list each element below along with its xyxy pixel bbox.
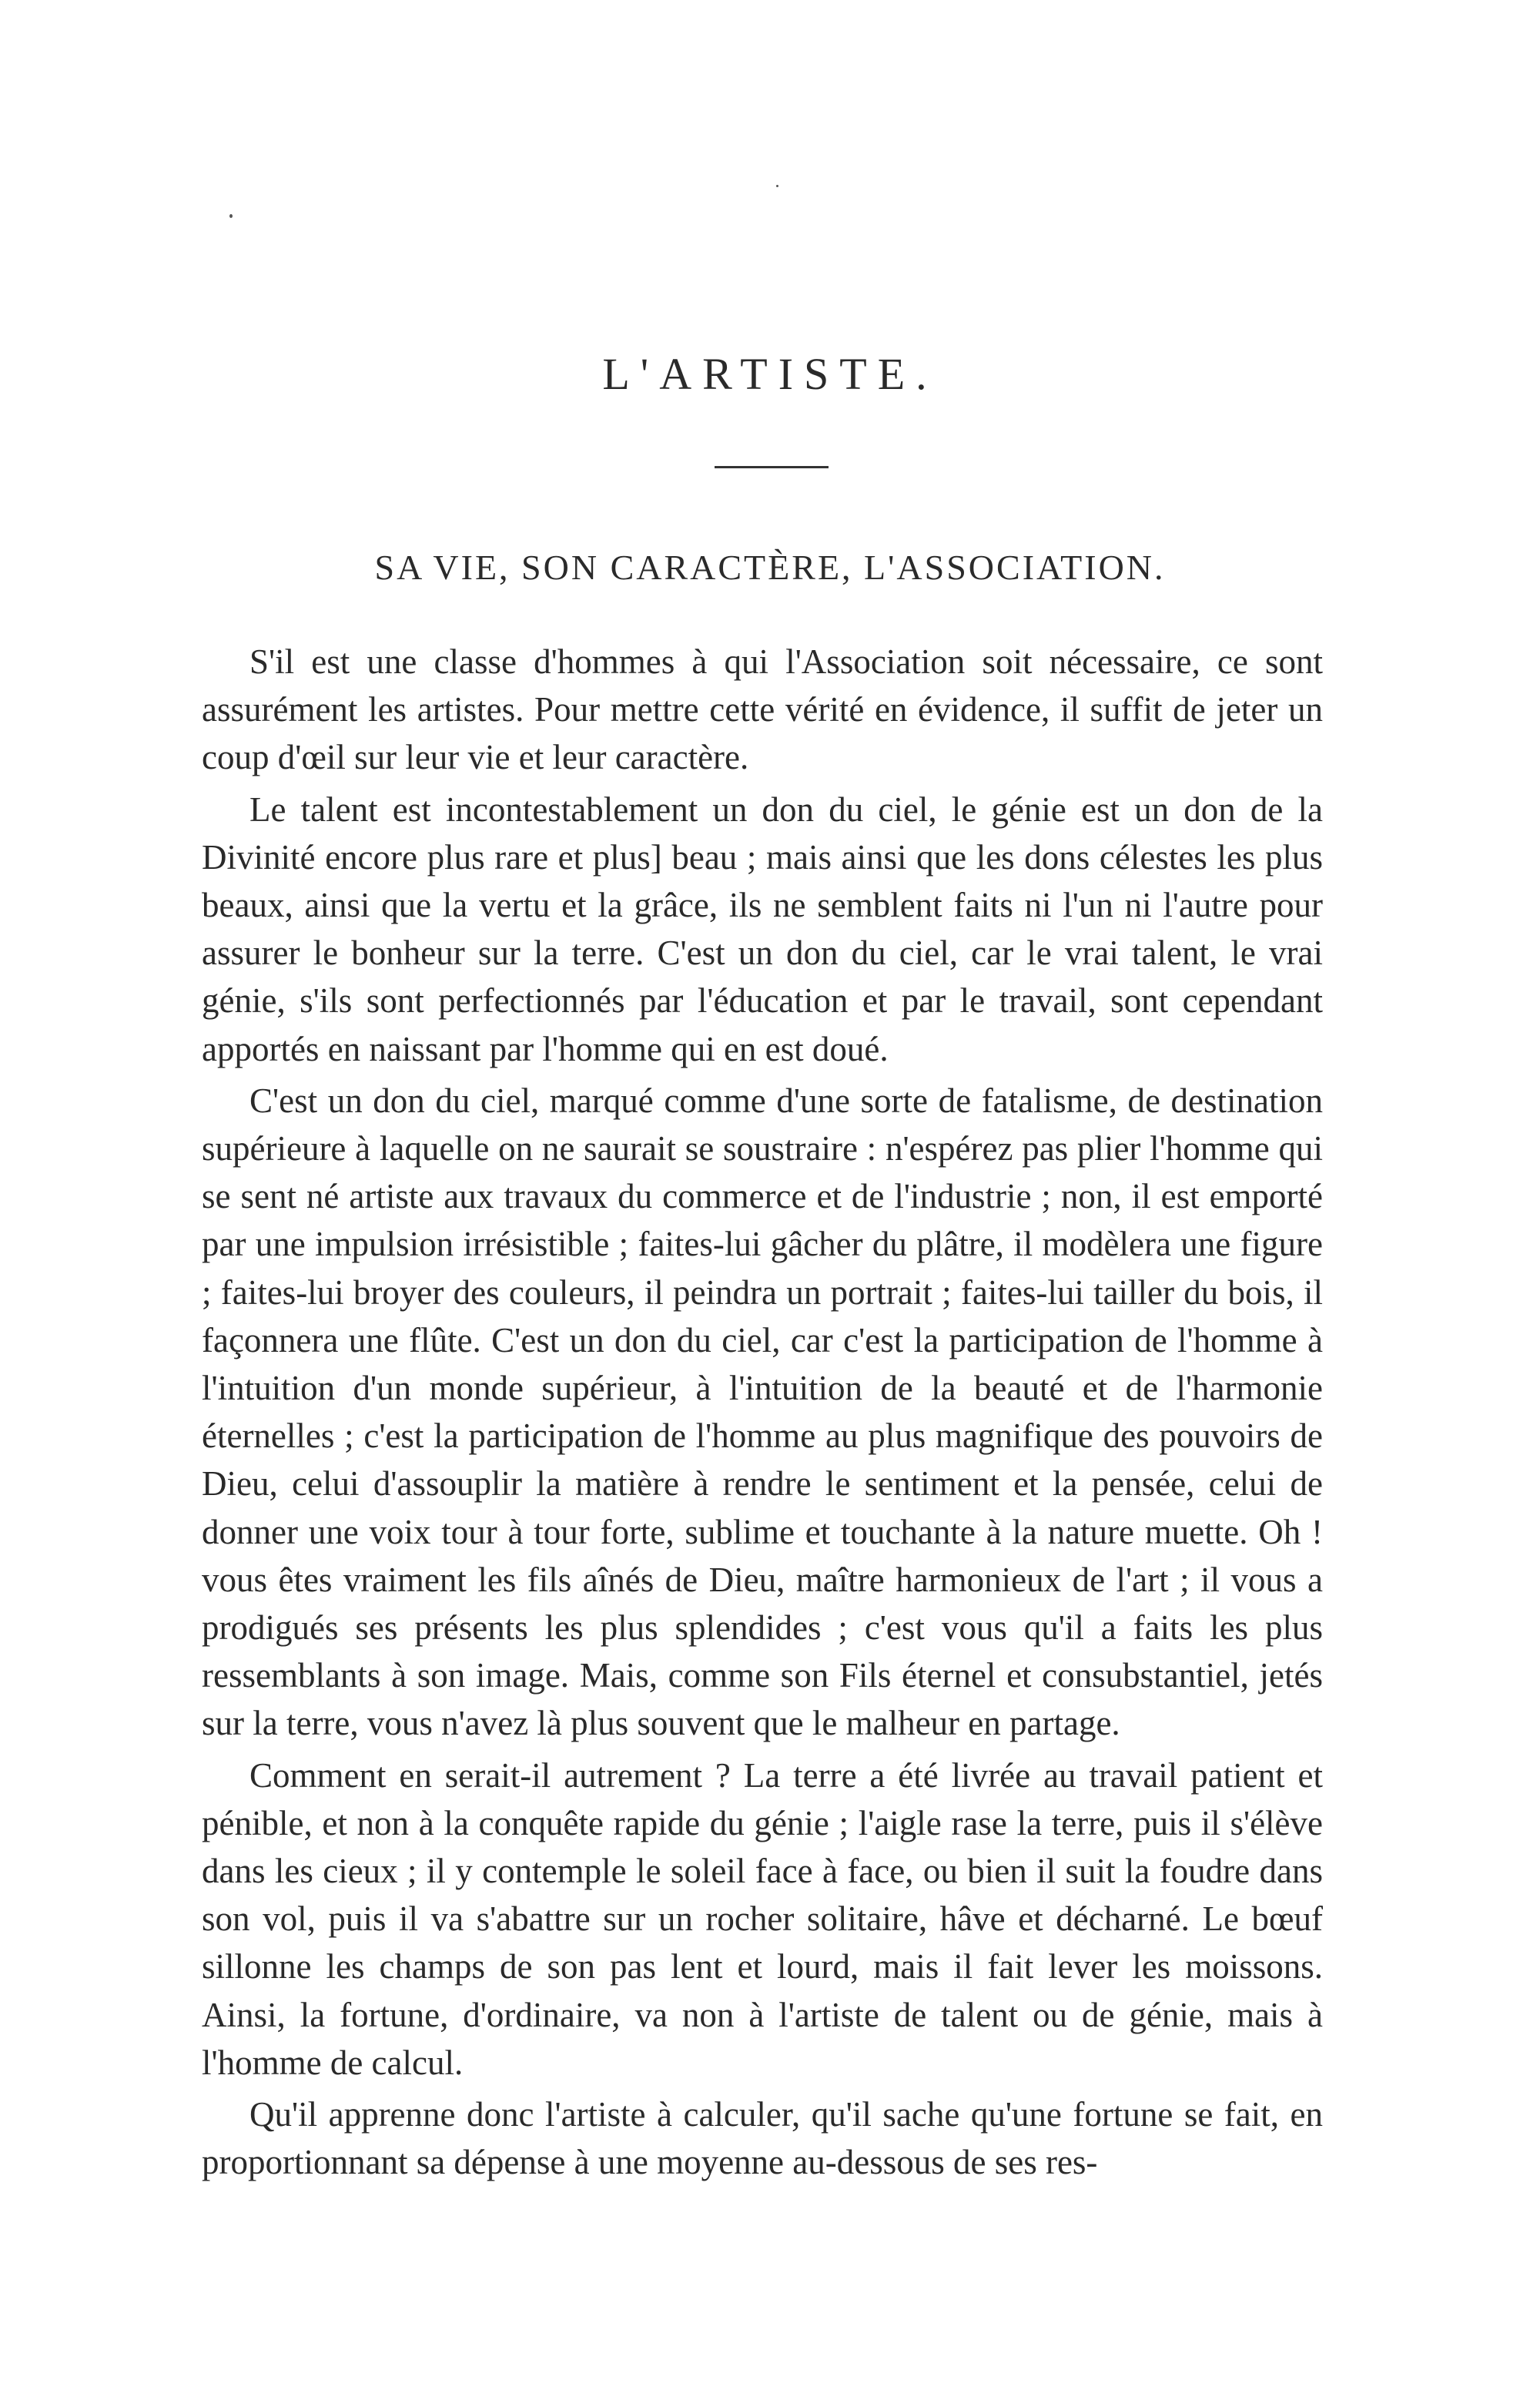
paragraph: Qu'il apprenne donc l'artiste à calculer, qu'il sache qu'une fortune se fait, en proportionnant sa dépense à une moyenne au-dessous de ses res- bbox=[202, 2095, 1323, 2182]
body-text bbox=[202, 638, 1323, 2187]
paragraph: Le talent est incontestablement un don du ciel, le génie est un don de la Divinité encore plus rare et plus] beau ; mais ainsi que les dons célestes les plus beaux, ainsi que la vertu et la grâce, ils ne semblent faits ni l'un ni l'autre pour assurer le bonheur sur la terre. C'est un don du ciel, car le vrai talent, le vrai génie, s'ils sont perfectionnés par l'éducation et par le travail, sont cependant apportés en naissant par l'homme qui en est doué. bbox=[202, 790, 1323, 1068]
page-title: L'ARTISTE. bbox=[602, 349, 938, 399]
paragraph: C'est un don du ciel, marqué comme d'une sorte de fatalisme, de destination supérieure à laquelle on ne saurait se soustraire : n'espérez pas plier l'homme qui se sent né artiste aux travaux du commerce et de l'industrie ; non, il est emporté par une impulsion irrésistible ; faites-lui gâcher du plâtre, il modèlera une figure ; faites-lui broyer des couleurs, il peindra un portrait ; faites-lui tailler du bois, il façonnera une flûte. C'est un don du ciel, car c'est la participation de l'homme à l'intuition d'un monde supérieur, à l'intuition de la beauté et de l'harmonie éternelles ; c'est la participation de l'homme au plus magnifique des pouvoirs de Dieu, celui d'assouplir la matière à rendre le sentiment et la pensée, celui de donner une voix tour à tour forte, sublime et touchante à la nature muette. Oh ! vous êtes vraiment les fils aînés de Dieu, maître harmonieux de l'art ; il vous a prodigués ses présents les plus splendides ; c'est vous qu'il a faits les plus ressemblants à son image. Mais, comme son Fils éternel et consubstantiel, jetés sur la terre, vous n'avez là plus souvent que le malheur en partage. bbox=[202, 1081, 1323, 1743]
title-divider bbox=[715, 466, 829, 468]
ink-speck bbox=[229, 214, 233, 218]
chapter-subtitle: SA VIE, SON CARACTÈRE, L'ASSOCIATION. bbox=[374, 548, 1166, 587]
ink-speck bbox=[776, 185, 778, 187]
paragraph: Comment en serait-il autrement ? La terre a été livrée au travail patient et pénible, et non à la conquête rapide du génie ; l'aigle rase la terre, puis il s'élève dans les cieux ; il y contemple le soleil face à face, ou bien il suit la foudre dans son vol, puis il va s'abattre sur un rocher solitaire, hâve et décharné. Le bœuf sillonne les champs de son pas lent et lourd, mais il fait lever les moissons. Ainsi, la fortune, d'ordinaire, va non à l'artiste de talent ou de génie, mais à l'homme de calcul. bbox=[202, 1755, 1323, 2082]
paragraph: S'il est une classe d'hommes à qui l'Association soit nécessaire, ce sont assurément les artistes. Pour mettre cette vérité en évidence, il suffit de jeter un coup d'œil sur leur vie et leur caractère. bbox=[202, 642, 1323, 777]
